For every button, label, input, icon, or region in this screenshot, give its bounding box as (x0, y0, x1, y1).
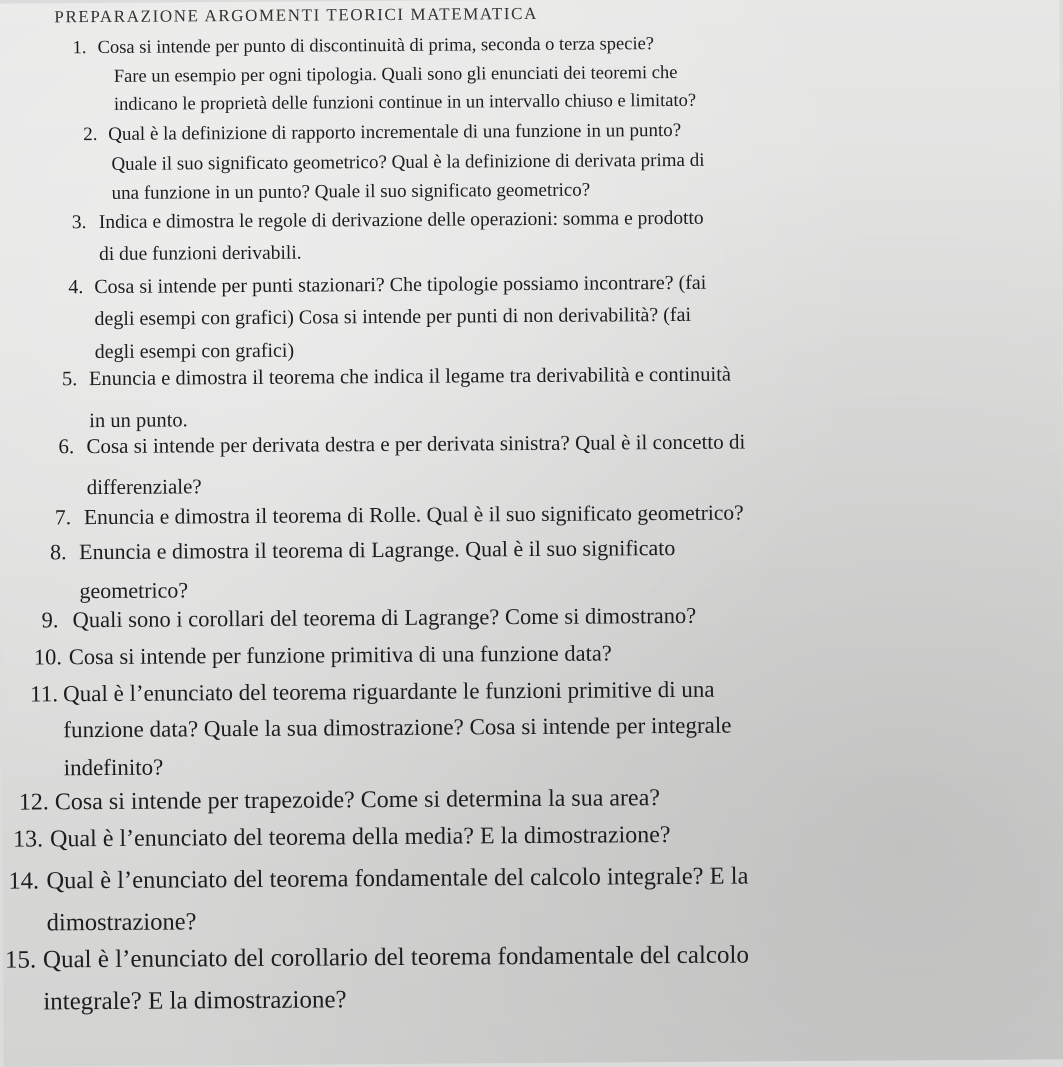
question-line: degli esempi con grafici) (94, 339, 295, 364)
question-number: 11. (30, 681, 59, 707)
question-line: Fare un esempio per ogni tipologia. Quali sono gli enunciati dei teoremi che (113, 62, 678, 87)
question-line: indicano le proprietà delle funzioni continue in un intervallo chiuso e limitato? (113, 90, 697, 115)
question-number: 2. (83, 124, 98, 146)
question-number: 4. (68, 276, 84, 299)
question-line: dimostrazione? (46, 908, 197, 937)
question-line: differenziale? (86, 474, 202, 500)
question-number: 7. (54, 505, 72, 530)
question-line: Enuncia e dimostra il teorema di Rolle. Qual è il suo significato geometrico? (83, 500, 744, 530)
question-line: in un punto. (89, 409, 188, 433)
question-line: Quale il suo significato geometrico? Qual è la definizione di derivata prima di (111, 149, 705, 175)
question-number: 9. (41, 607, 59, 633)
question-line: Cosa si intende per derivata destra e per derivata sinistra? Qual è il concetto di (86, 429, 746, 459)
question-line: funzione data? Quale la sua dimostrazione? Cosa si intende per integrale (63, 712, 732, 743)
question-line: Qual è l’enunciato del corollario del teorema fondamentale del calcolo (42, 941, 749, 974)
question-line: Indica e dimostra le regole di derivazione delle operazioni: somma e prodotto (98, 207, 704, 234)
question-line: Qual è la definizione di rapporto incrementale di una funzione in un punto? (108, 119, 682, 145)
question-line: Enuncia e dimostra il teorema di Lagrange. Qual è il suo significato (79, 534, 676, 565)
question-line: geometrico? (79, 577, 189, 604)
question-number: 12. (18, 789, 49, 816)
question-number: 1. (72, 38, 87, 59)
question-number: 15. (4, 946, 37, 974)
question-number: 14. (8, 867, 40, 895)
question-line: di due funzioni derivabili. (98, 242, 302, 266)
question-line: indefinito? (63, 754, 164, 781)
question-line: integrale? E la dimostrazione? (43, 986, 347, 1016)
question-line: Cosa si intende per trapezoide? Come si determina la sua area? (54, 785, 661, 816)
question-number: 13. (13, 826, 44, 853)
question-line: Quali sono i corollari del teorema di Lagrange? Come si dimostrano? (72, 602, 697, 633)
document-title: PREPARAZIONE ARGOMENTI TEORICI MATEMATICA (54, 3, 538, 27)
question-line: Enuncia e dimostra il teorema che indica il legame tra derivabilità e continuità (88, 363, 732, 391)
question-line: una funzione in un punto? Quale il suo significato geometrico? (111, 179, 591, 204)
question-line: degli esempi con grafici) Cosa si intende per punti di non derivabilità? (fai (94, 303, 692, 331)
question-number: 8. (50, 539, 67, 565)
question-line: Qual è l’enunciato del teorema della media? E la dimostrazione? (50, 822, 671, 853)
question-line: Qual è l’enunciato del teorema riguardante le funzioni primitive di una (63, 676, 715, 707)
question-line: Cosa si intende per funzione primitiva di una funzione data? (68, 640, 612, 670)
question-number: 10. (33, 644, 63, 670)
question-number: 6. (58, 434, 75, 459)
question-line: Cosa si intende per punti stazionari? Che tipologie possiamo incontrare? (fai (94, 271, 707, 299)
question-line: Cosa si intende per punto di discontinuità di prima, seconda o terza specie? (97, 34, 655, 59)
question-number: 3. (71, 212, 87, 234)
question-line: Qual è l’enunciato del teorema fondamentale del calcolo integrale? E la (46, 862, 749, 895)
question-number: 5. (61, 368, 78, 391)
